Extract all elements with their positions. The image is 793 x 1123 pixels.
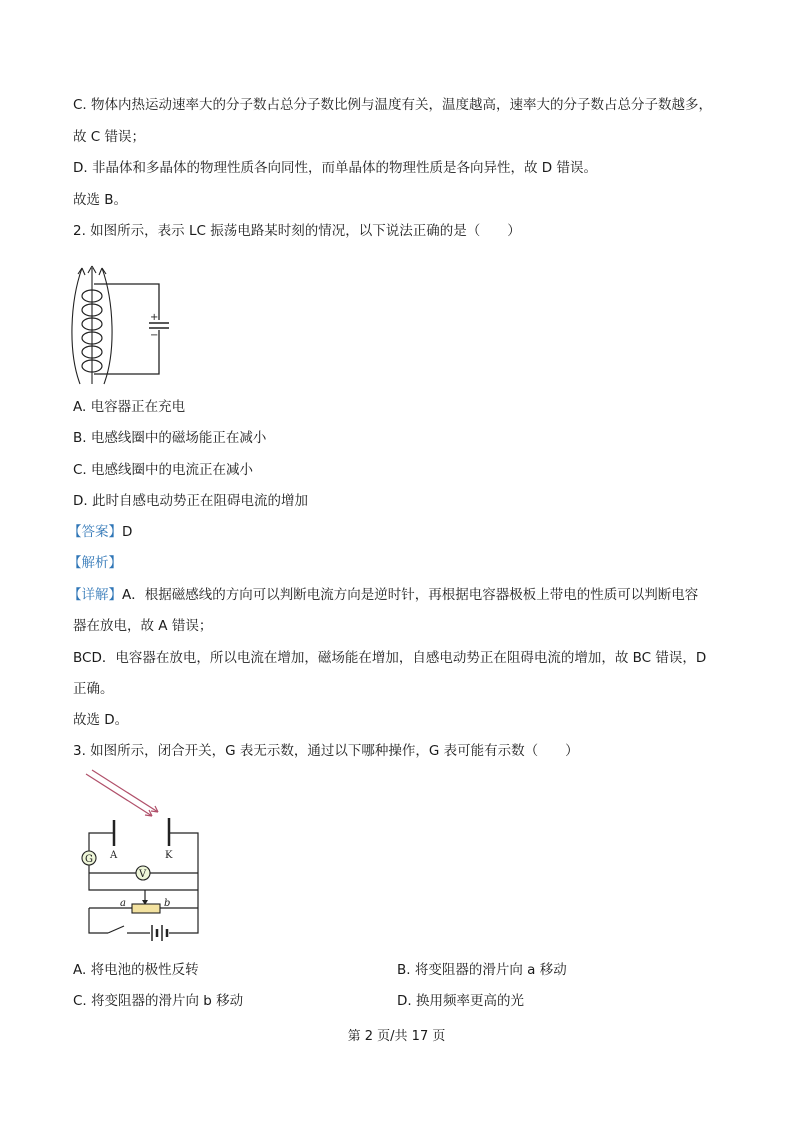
detail-line: 正确。 [73, 681, 114, 697]
detail-line: 【详解】A．根据磁感线的方向可以判断电流方向是逆时针，再根据电容器极板上带电的性质可以判断电容 [68, 587, 699, 603]
detail-tag: 【详解】 [68, 587, 122, 603]
analysis-tag: 【解析】 [68, 555, 122, 571]
q3-option-c: C. 将变阻器的滑片向 b 移动 [73, 993, 244, 1009]
q2-option-b: B. 电感线圈中的磁场能正在减小 [73, 430, 267, 446]
question-2-stem: 2. 如图所示，表示 LC 振荡电路某时刻的情况，以下说法正确的是（ ） [73, 223, 521, 239]
q2-option-d: D. 此时自感电动势正在阻碍电流的增加 [73, 493, 308, 509]
detail-line: 器在放电，故 A 错误； [73, 618, 213, 634]
q3-option-d: D. 换用频率更高的光 [397, 993, 524, 1009]
photoelectric-circuit-figure [72, 768, 217, 948]
page-footer: 第 2 页/共 17 页 [347, 1029, 446, 1044]
lc-circuit-figure [66, 262, 176, 387]
detail-line: BCD．电容器在放电，所以电流在增加，磁场能在增加，自感电动势正在阻碍电流的增加，故 BC 错误，D [73, 650, 707, 666]
plate-k-label: K [165, 850, 173, 861]
plate-a-label: A [110, 850, 118, 861]
answer-line [68, 522, 132, 542]
q3-option-b: B. 将变阻器的滑片向 a 移动 [397, 962, 567, 978]
text-line: 故 C 错误； [73, 129, 146, 145]
svg-text:−: − [150, 330, 159, 341]
answer-value: D [122, 524, 133, 540]
question-3-stem: 3. 如图所示，闭合开关，G 表无示数，通过以下哪种操作，G 表可能有示数（ ） [73, 743, 579, 759]
voltmeter-label: V [139, 869, 147, 880]
answer-tag: 【答案】 [68, 524, 122, 540]
text-line: C. 物体内热运动速率大的分子数占总分子数比例与温度有关，温度越高，速率大的分子数占总分子数越多， [73, 97, 713, 113]
svg-text:+: + [150, 312, 159, 323]
text-line: D. 非晶体和多晶体的物理性质各向同性，而单晶体的物理性质是各向异性，故 D 错误。 [73, 160, 597, 176]
galvanometer-label: G [85, 854, 93, 865]
text-line: 故选 B。 [73, 192, 128, 208]
conclusion-line: 故选 D。 [73, 712, 129, 728]
rheostat-end-b: b [164, 898, 171, 909]
q2-option-a: A. 电容器正在充电 [73, 399, 186, 415]
q3-option-a: A. 将电池的极性反转 [73, 962, 199, 978]
rheostat-end-a: a [120, 898, 126, 909]
q2-option-c: C. 电感线圈中的电流正在减小 [73, 462, 254, 478]
